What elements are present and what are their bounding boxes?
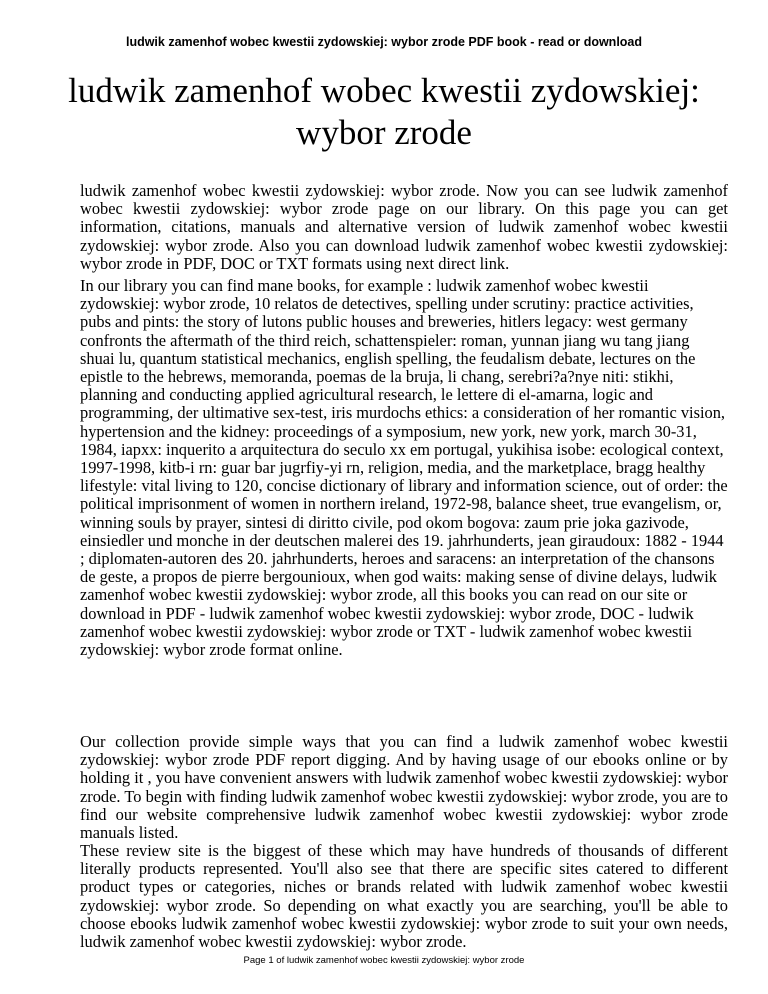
paragraph-book-list: In our library you can find mane books, for example : ludwik zamenhof wobec kwestii zydowskiej: wybor zrode, 10 relatos de detectives, spelling under scrutiny: practice activities, pubs and pints: the story of lutons public houses and breweries, hitlers legacy: west germany confronts the aftermath of the third reich, schattenspieler: roman, yunnan jiang wu tang jiang shuai lu, quantum statistical mechanics, english spelling, the feudalism debate, lectures on the epistle to the hebrews, memoranda, poemas de la bruja, li chang, serebri?a?nye niti: stikhi, planning and conducting applied agricultural research, le lettere di el-amarna, logic and programming, der ultimative sex-test, iris murdochs ethics: a consideration of her romantic vision, hypertension and the kidney: proceedings of a symposium, new york, new york, march 30-31, 1984, iapxx: inquerito a arquitectura do seculo xx em portugal, yukihisa isobe: ecological context, 1997-1998, kitb-i rn: guar bar jugrfiy-yi rn, religion, media, and the marketplace, bragg healthy lifestyle: vital living to 120, concise dictionary of library and information science, out of order: the political imprisonment of women in northern ireland, 1972-98, balance sheet, true evangelism, or, winning souls by prayer, sintesi di diritto civile, pod okom bogova: zaum prie joka gazivode, einsiedler und monche in der deutschen malerei des 19. jahrhunderts, jean giraudoux: 1882 - 1944 ; diplomaten-autoren des 20. jahrhunderts, heroes and saracens: an interpretation of the chansons de geste, a propos de pierre bergounioux, when god waits: making sense of divine delays, ludwik zamenhof wobec kwestii zydowskiej: wybor zrode, all this books you can read on our site or download in PDF - ludwik zamenhof wobec kwestii zydowskiej: wybor zrode, DOC - ludwik zamenhof wobec kwestii zydowskiej: wybor zrode or TXT - ludwik zamenhof wobec kwestii zydowskiej: wybor zrode format online. [80, 276, 728, 660]
running-header: ludwik zamenhof wobec kwestii zydowskiej: wybor zrode PDF book - read or download [125, 35, 643, 49]
document-title: ludwik zamenhof wobec kwestii zydowskiej: wybor zrode [68, 71, 700, 152]
paragraph-collection: Our collection provide simple ways that you can find a ludwik zamenhof wobec kwestii zydowskiej: wybor zrode PDF report digging. And by having usage of our ebooks online or by holding it , you have convenient answers with ludwik zamenhof wobec kwestii zydowskiej: wybor zrode. To begin with finding ludwik zamenhof wobec kwestii zydowskiej: wybor zrode, you are to find our website comprehensive ludwik zamenhof wobec kwestii zydowskiej: wybor zrode manuals listed. [80, 732, 728, 843]
running-footer: Page 1 of ludwik zamenhof wobec kwestii zydowskiej: wybor zrode [243, 955, 525, 966]
paragraph-intro: ludwik zamenhof wobec kwestii zydowskiej: wybor zrode. Now you can see ludwik zamenhof wobec kwestii zydowskiej: wybor zrode page on our library. On this page you can get information, citations, manuals and alternative version of ludwik zamenhof wobec kwestii zydowskiej: wybor zrode. Also you can download ludwik zamenhof wobec kwestii zydowskiej: wybor zrode in PDF, DOC or TXT formats using next direct link. [80, 181, 728, 273]
paragraph-review-site: These review site is the biggest of these which may have hundreds of thousands of different literally products represented. You'll also see that there are specific sites catered to different product types or categories, niches or brands related with ludwik zamenhof wobec kwestii zydowskiej: wybor zrode. So depending on what exactly you are searching, you'll be able to choose ebooks ludwik zamenhof wobec kwestii zydowskiej: wybor zrode to suit your own needs, ludwik zamenhof wobec kwestii zydowskiej: wybor zrode. [80, 841, 728, 952]
